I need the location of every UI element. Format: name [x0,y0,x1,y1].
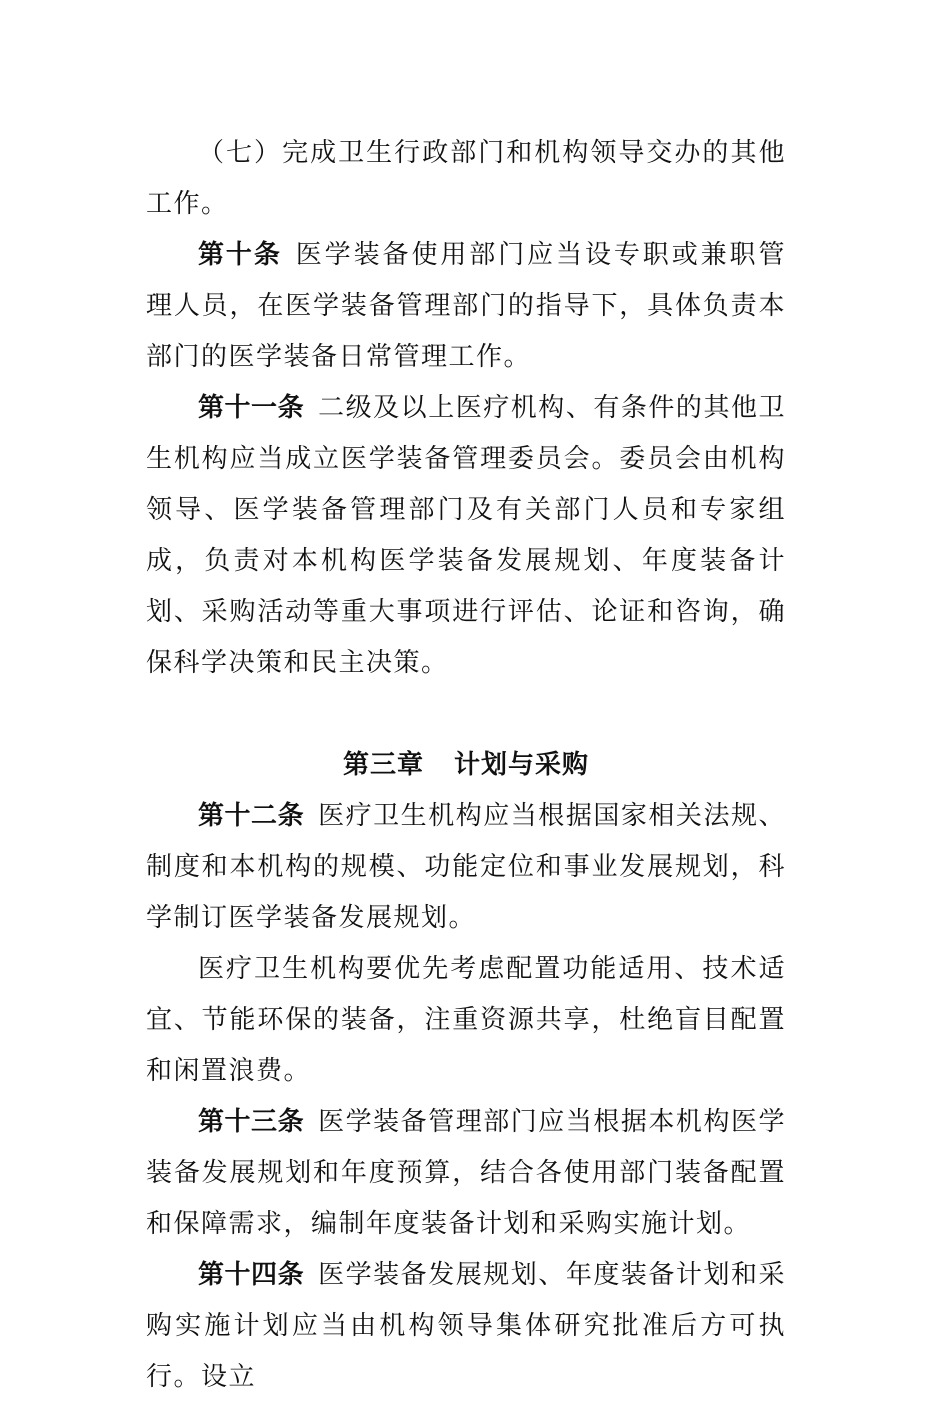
article-number: 第十二条 [198,801,305,831]
paragraph-text: 医疗卫生机构要优先考虑配置功能适用、技术适宜、节能环保的装备，注重资源共享，杜绝盲目配置和闲置浪费。 [146,954,786,1086]
chapter-number: 第三章 [342,750,424,780]
article-14 [146,1250,786,1403]
article-13 [146,1097,786,1250]
article-10 [146,230,786,383]
article-text: 医学装备发展规划、年度装备计划和采购实施计划应当由机构领导集体研究批准后方可执行。设立 [146,1260,786,1392]
article-text: 医学装备管理部门应当根据本机构医学装备发展规划和年度预算，结合各使用部门装备配置和保障需求，编制年度装备计划和采购实施计划。 [146,1107,786,1239]
article-11 [146,383,786,689]
article-number: 第十条 [198,240,282,270]
article-number: 第十四条 [198,1260,305,1290]
article-12 [146,791,786,944]
article-text: 医疗卫生机构应当根据国家相关法规、制度和本机构的规模、功能定位和事业发展规划，科学制订医学装备发展规划。 [146,801,786,933]
paragraph-text: （七）完成卫生行政部门和机构领导交办的其他工作。 [146,138,786,219]
article-text: 二级及以上医疗机构、有条件的其他卫生机构应当成立医学装备管理委员会。委员会由机构领导、医学装备管理部门及有关部门人员和专家组成，负责对本机构医学装备发展规划、年度装备计划、采购活动等重大事项进行评估、论证和咨询，确保科学决策和民主决策。 [146,393,786,678]
article-12-paragraph-2 [146,944,786,1097]
paragraph-item-7 [146,128,786,230]
chapter-title: 计划与采购 [454,750,590,780]
document-body [146,128,786,1403]
article-number: 第十一条 [198,393,305,423]
article-number: 第十三条 [198,1107,305,1137]
chapter-heading [146,740,786,791]
article-text: 医学装备使用部门应当设专职或兼职管理人员，在医学装备管理部门的指导下，具体负责本部门的医学装备日常管理工作。 [146,240,786,372]
